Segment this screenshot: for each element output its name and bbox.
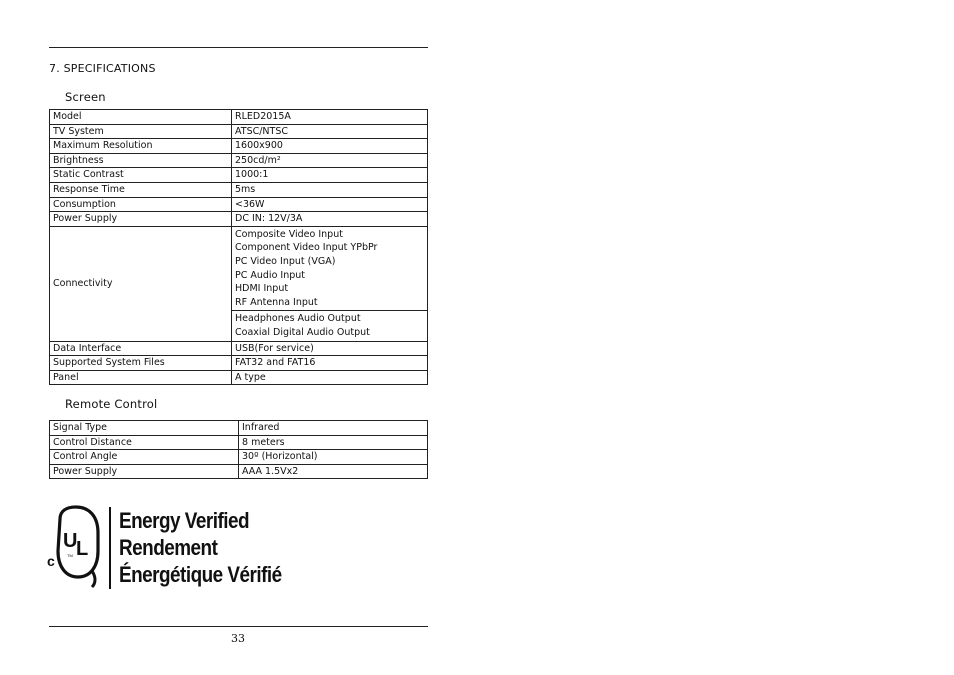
table-row [50, 226, 428, 311]
spec-value: 5ms [232, 182, 428, 197]
ul-letter-u: U [63, 530, 78, 552]
spec-label: Maximum Resolution [50, 139, 232, 154]
spec-label: Control Angle [50, 450, 239, 465]
spec-label: Panel [50, 370, 232, 385]
ul-trademark: TM [67, 553, 73, 558]
spec-value: RLED2015A [232, 110, 428, 125]
page-number: 33 [231, 632, 245, 645]
spec-label: Consumption [50, 197, 232, 212]
spec-value: USB(For service) [232, 341, 428, 356]
spec-value: 1600x900 [232, 139, 428, 154]
remote-spec-table [49, 420, 428, 479]
ul-letter-l: L [76, 538, 89, 560]
spec-label: Data Interface [50, 341, 232, 356]
table-row [50, 168, 428, 183]
list-item: PC Video Input (VGA) [235, 255, 336, 267]
table-row [50, 212, 428, 227]
logo-divider [109, 507, 111, 589]
list-item: Headphones Audio Output [235, 313, 361, 325]
table-row [50, 153, 428, 168]
logo-wordmark [119, 507, 282, 588]
spec-label: Response Time [50, 182, 232, 197]
section-title: 7. SPECIFICATIONS [49, 62, 156, 75]
spec-label: Supported System Files [50, 356, 232, 371]
table-row [50, 110, 428, 125]
spec-value: 30º (Horizontal) [239, 450, 428, 465]
table-row [50, 450, 428, 465]
table-row [50, 421, 428, 436]
table-row [50, 370, 428, 385]
table-row [50, 182, 428, 197]
list-item: PC Audio Input [235, 269, 306, 281]
spec-label: TV System [50, 124, 232, 139]
table-row [50, 124, 428, 139]
ul-mark-icon [46, 505, 108, 589]
top-rule [49, 47, 428, 48]
spec-label: Power Supply [50, 212, 232, 227]
table-row [50, 139, 428, 154]
bottom-rule [49, 626, 428, 627]
spec-value: 8 meters [239, 435, 428, 450]
screen-subtitle: Screen [65, 90, 106, 104]
spec-value: 250cd/m² [232, 153, 428, 168]
spec-value: ATSC/NTSC [232, 124, 428, 139]
list-item: RF Antenna Input [235, 296, 318, 308]
spec-label: Control Distance [50, 435, 239, 450]
spec-label: Brightness [50, 153, 232, 168]
spec-value: AAA 1.5Vx2 [239, 464, 428, 479]
table-row [50, 435, 428, 450]
connectivity-label: Connectivity [50, 226, 232, 341]
list-item: Composite Video Input [235, 228, 343, 240]
spec-value: 1000:1 [232, 168, 428, 183]
table-row [50, 356, 428, 371]
connectivity-inputs [232, 226, 428, 311]
list-item: HDMI Input [235, 283, 289, 295]
spec-value: <36W [232, 197, 428, 212]
spec-label: Model [50, 110, 232, 125]
spec-value: A type [232, 370, 428, 385]
list-item: Coaxial Digital Audio Output [235, 326, 370, 338]
screen-spec-table [49, 109, 428, 385]
list-item: Component Video Input YPbPr [235, 242, 378, 254]
ul-letter-c: c [47, 553, 55, 569]
spec-label: Signal Type [50, 421, 239, 436]
logo-line: Energy Verified [119, 508, 250, 533]
connectivity-outputs [232, 311, 428, 341]
table-row [50, 341, 428, 356]
spec-value: Infrared [239, 421, 428, 436]
spec-label: Static Contrast [50, 168, 232, 183]
table-row [50, 197, 428, 212]
energy-verified-logo [46, 505, 306, 595]
spec-label: Power Supply [50, 464, 239, 479]
spec-value: FAT32 and FAT16 [232, 356, 428, 371]
logo-line: Énergétique Vérifié [119, 562, 282, 587]
table-row [50, 464, 428, 479]
logo-line: Rendement [119, 535, 218, 560]
remote-subtitle: Remote Control [65, 397, 158, 411]
spec-value: DC IN: 12V/3A [232, 212, 428, 227]
